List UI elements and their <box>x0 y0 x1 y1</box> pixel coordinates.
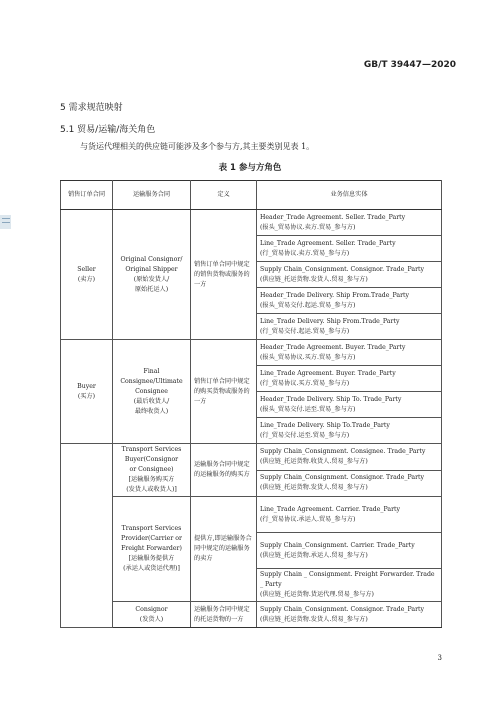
entity-translation: (供应链_托运货物.发货人.贸易_参与方) <box>260 615 368 623</box>
entity-translation: (供应链_托运货物.发货人.贸易_参与方) <box>260 275 368 283</box>
party-line: Final <box>143 367 160 375</box>
party-line: (原始发货人/ <box>133 275 170 283</box>
entity-name: Supply Chain_Consignment. Consignee. Trade_Party <box>260 447 426 455</box>
party-line: Provider(Carrier or <box>121 535 182 542</box>
entity-translation: (报头_贸易协议.卖方.贸易_参与方) <box>260 223 356 231</box>
party-line: Consignee/Ultimate <box>120 377 183 385</box>
transport-party-cell <box>113 210 191 340</box>
entity-translation: (行_贸易协议.买方.贸易_参与方) <box>260 379 350 387</box>
party-line: Original Shipper <box>125 265 178 273</box>
business-entity-cell <box>257 340 442 366</box>
table-caption: 表 1 参与方角色 <box>218 163 282 173</box>
role-line: Seller <box>77 265 96 273</box>
table-row <box>61 210 442 236</box>
business-entity-cell <box>257 314 442 340</box>
party-line: 原始托运人) <box>134 285 169 293</box>
definition-cell: 运输服务合同中规定的运输服务的购买方 <box>191 444 257 497</box>
party-line: (承运人或货运代理)] <box>123 565 180 572</box>
party-line: Transport Services <box>121 446 182 453</box>
entity-translation: (行_贸易协议.卖方.贸易_参与方) <box>260 249 350 257</box>
sales-contract-role-cell <box>61 210 113 340</box>
entity-name: Line_Trade Agreement. Carrier. Trade_Party <box>260 505 401 513</box>
table-header-row <box>61 181 442 210</box>
transport-party-cell <box>113 444 191 497</box>
business-entity-cell <box>257 262 442 288</box>
section-heading: 5 需求规范映射 <box>60 103 123 113</box>
entity-name: Supply Chain_Consignment. Consignor. Trade_Party <box>260 265 425 273</box>
intro-paragraph: 与货运代理相关的供应链可能涉及多个参与方,其主要类别见表 1。 <box>80 142 315 151</box>
definition-cell: 销售订单合同中规定的购买货物或服务的一方 <box>191 340 257 444</box>
side-bookmark-icon[interactable] <box>0 215 11 229</box>
entity-name: Header_Trade Agreement. Buyer. Trade_Party <box>260 343 406 351</box>
entity-translation: (行_贸易交付.起运.贸易_参与方) <box>260 327 350 335</box>
entity-name: Supply Chain_Consignment. Carrier. Trade_Party <box>260 541 415 549</box>
business-entity-cell <box>257 470 442 497</box>
table-row <box>61 497 442 533</box>
sales-contract-role-cell <box>61 444 113 628</box>
entity-name: Line_Trade Agreement. Seller. Trade_Party <box>260 239 396 247</box>
business-entity-cell <box>257 497 442 533</box>
entity-name: Line_Trade Delivery. Ship From.Trade_Party <box>260 317 400 325</box>
header-sales-contract: 销售订单合同 <box>61 181 113 210</box>
business-entity-cell <box>257 418 442 444</box>
business-entity-cell <box>257 210 442 236</box>
party-line: [运输服务购买方 <box>128 476 175 483</box>
sales-contract-role-cell <box>61 340 113 444</box>
header-transport-contract: 运输服务合同 <box>113 181 191 210</box>
entity-name: Supply Chain_Consignment. Consignor. Trade_Party <box>260 474 425 482</box>
entity-name: Supply Chain_Consignment. Consignor. Trade_Party <box>260 605 425 613</box>
table-row <box>61 444 442 471</box>
standard-id: GB/T 39447—2020 <box>363 60 456 70</box>
table-row <box>61 340 442 366</box>
table-row <box>61 602 442 628</box>
roles-table <box>60 180 442 628</box>
party-line: or Consignee) <box>129 466 174 473</box>
header-business-entity: 业务信息实体 <box>257 181 442 210</box>
entity-translation: (报头_贸易协议.买方.贸易_参与方) <box>260 353 356 361</box>
party-line: Freight Forwarder) <box>121 545 182 552</box>
party-line: (发货人或收货人)] <box>126 486 177 493</box>
entity-translation: (行_贸易协议.承运人.贸易_参与方) <box>260 515 356 523</box>
entity-translation: (行_贸易交付.运至.贸易_参与方) <box>260 431 350 439</box>
entity-name: Supply Chain _ Consignment. Freight Forwarder. Trade _ Party <box>260 571 435 588</box>
entity-name: Line_Trade Delivery. Ship To.Trade_Party <box>260 421 390 429</box>
business-entity-cell <box>257 288 442 314</box>
party-line: 最终收货人) <box>134 407 169 415</box>
entity-translation: (供应链_托运货物.货运代理.贸易_参与方) <box>260 591 374 598</box>
business-entity-cell <box>257 444 442 471</box>
business-entity-cell <box>257 533 442 569</box>
entity-translation: (供应链_托运货物.收货人.贸易_参与方) <box>260 457 368 465</box>
party-line: Transport Services <box>121 525 182 532</box>
transport-party-cell <box>113 497 191 602</box>
definition-cell: 提供方,即运输服务合同中规定的运输服务的卖方 <box>191 497 257 602</box>
header-definition: 定义 <box>191 181 257 210</box>
entity-translation: (供应链_托运货物.承运人.贸易_参与方) <box>260 551 368 559</box>
transport-party-cell <box>113 602 191 628</box>
party-line: Consignee <box>135 387 168 395</box>
transport-party-cell <box>113 340 191 444</box>
party-line: (发货人) <box>139 615 164 623</box>
entity-translation: (供应链_托运货物.发货人.贸易_参与方) <box>260 484 368 492</box>
party-line: [运输服务提供方 <box>128 555 175 562</box>
business-entity-cell <box>257 366 442 392</box>
party-line: Consignor <box>135 605 168 613</box>
subsection-heading: 5.1 贸易/运输/海关角色 <box>60 125 156 135</box>
role-line: Buyer <box>77 382 96 390</box>
party-line: (最后收货人/ <box>133 397 170 405</box>
entity-name: Header_Trade Delivery. Ship To. Trade_Party <box>260 395 402 403</box>
business-entity-cell <box>257 236 442 262</box>
business-entity-cell <box>257 602 442 628</box>
entity-translation: (报头_贸易交付.起运.贸易_参与方) <box>260 301 356 309</box>
party-line: Original Consignor/ <box>120 255 183 263</box>
party-line: Buyer(Consignor <box>124 456 179 463</box>
page-number: 3 <box>437 654 442 662</box>
role-line: (买方) <box>77 392 96 400</box>
entity-name: Line_Trade Agreement. Buyer. Trade_Party <box>260 369 396 377</box>
definition-cell: 销售订单合同中规定的销售货物或服务的一方 <box>191 210 257 340</box>
entity-name: Header_Trade Delivery. Ship From.Trade_Party <box>260 291 410 299</box>
business-entity-cell <box>257 392 442 418</box>
entity-translation: (报头_贸易交付.运至.贸易_参与方) <box>260 405 356 413</box>
business-entity-cell <box>257 569 442 602</box>
definition-cell: 运输服务合同中规定的托运货物的一方 <box>191 602 257 628</box>
entity-name: Header_Trade Agreement. Seller. Trade_Party <box>260 213 406 221</box>
role-line: (卖方) <box>77 275 96 283</box>
